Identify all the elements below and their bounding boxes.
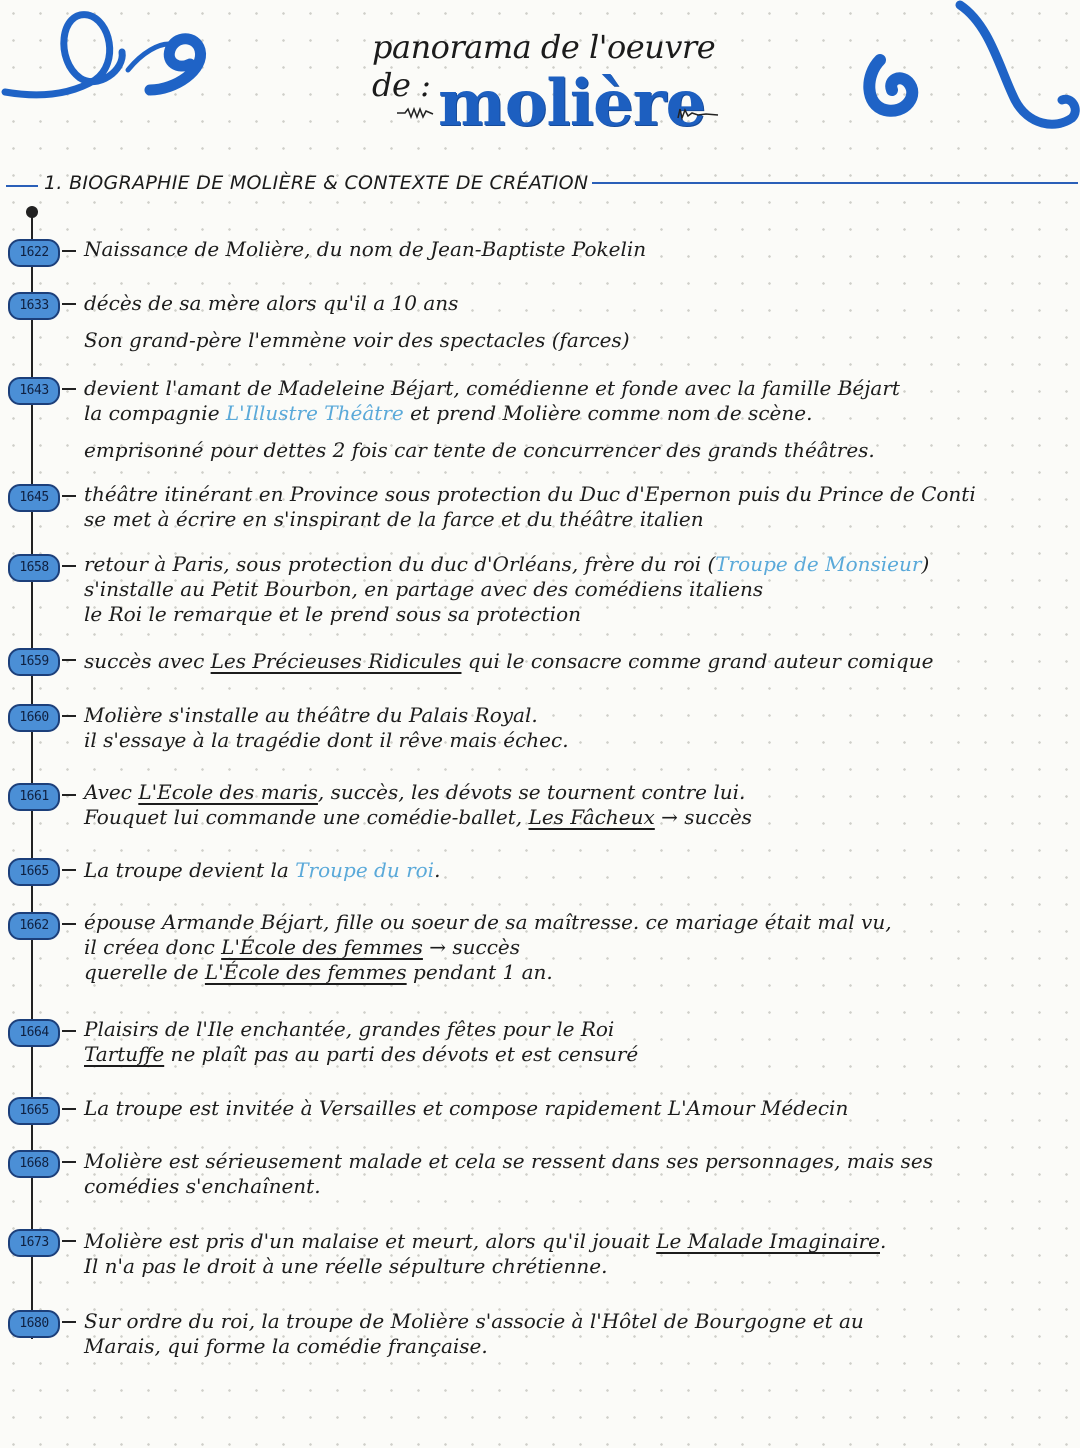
entry-text-part: Molière est pris d'un malaise et meurt, alors qu'il jouait xyxy=(84,1229,657,1253)
timeline-entry xyxy=(84,649,1044,674)
page-subtitle: panorama de l'oeuvre de : xyxy=(372,28,716,104)
timeline-entry xyxy=(84,910,1044,985)
year-badge: 1680 xyxy=(8,1310,60,1338)
work-title: Les Fâcheux xyxy=(528,805,655,829)
year-badge: 1668 xyxy=(8,1150,60,1178)
timeline-connector xyxy=(62,923,76,925)
work-title: L'École des femmes xyxy=(204,960,407,984)
entry-text-part: ne plaît pas au parti des dévots et est censuré xyxy=(164,1042,639,1066)
work-title: Les Précieuses Ridicules xyxy=(210,649,462,673)
squiggle-left-icon xyxy=(395,106,435,120)
entry-text-part: la compagnie xyxy=(84,401,226,425)
timeline-connector xyxy=(62,250,76,252)
section-rule-left xyxy=(6,185,38,187)
timeline-entry xyxy=(84,858,1044,883)
section-title: 1. BIOGRAPHIE DE MOLIÈRE & CONTEXTE DE CRÉATION xyxy=(44,172,589,194)
timeline-entry xyxy=(84,1309,1044,1359)
entry-text-part: Avec xyxy=(84,780,139,804)
entry-text: Molière s'installe au théâtre du Palais Royal. xyxy=(84,703,538,727)
timeline-entry xyxy=(84,1096,1044,1121)
timeline-connector xyxy=(62,495,76,497)
entry-text: Naissance de Molière, du nom de Jean-Baptiste Pokelin xyxy=(84,237,647,261)
entry-text xyxy=(84,1042,1044,1067)
entry-text: Marais, qui forme la comédie française. xyxy=(84,1334,488,1358)
timeline-entry xyxy=(84,552,1044,627)
entry-text-part: La troupe devient la xyxy=(84,858,296,882)
entry-text: comédies s'enchaînent. xyxy=(84,1174,321,1198)
entry-text-part: succès avec xyxy=(84,649,211,673)
entry-text xyxy=(84,780,1044,805)
work-title: L'École des femmes xyxy=(221,935,423,959)
year-badge: 1665 xyxy=(8,1097,60,1125)
year-badge: 1662 xyxy=(8,912,60,940)
timeline-connector xyxy=(62,1321,76,1323)
entry-text: Molière est sérieusement malade et cela se ressent dans ses personnages, mais ses xyxy=(84,1149,934,1173)
entry-text: théâtre itinérant en Province sous protection du Duc d'Epernon puis du Prince de Conti xyxy=(84,482,976,506)
entry-text-part: , succès, les dévots se tournent contre lui. xyxy=(317,780,746,804)
timeline-connector xyxy=(62,794,76,796)
troupe-name: L'Illustre Théâtre xyxy=(225,401,404,425)
squiggle-right-icon xyxy=(676,106,720,122)
timeline-entry xyxy=(84,703,1044,753)
year-badge: 1622 xyxy=(8,239,60,267)
entry-text: le Roi le remarque et le prend sous sa protection xyxy=(84,602,582,626)
timeline-connector xyxy=(62,303,76,305)
year-badge: 1673 xyxy=(8,1229,60,1257)
entry-text xyxy=(84,805,1044,830)
work-title: Tartuffe xyxy=(84,1042,165,1066)
timeline-connector xyxy=(62,869,76,871)
timeline-entry xyxy=(84,1229,1044,1279)
entry-text: Sur ordre du roi, la troupe de Molière s'associe à l'Hôtel de Bourgogne et au xyxy=(84,1309,864,1333)
section-rule-right xyxy=(592,182,1078,184)
year-badge: 1645 xyxy=(8,484,60,512)
entry-text: La troupe est invitée à Versailles et compose rapidement L'Amour Médecin xyxy=(84,1096,849,1120)
entry-text: il s'essaye à la tragédie dont il rêve mais échec. xyxy=(84,728,569,752)
entry-text: devient l'amant de Madeleine Béjart, comédienne et fonde avec la famille Béjart xyxy=(84,376,900,400)
timeline-entry xyxy=(84,376,1044,463)
entry-text xyxy=(84,552,1044,577)
entry-text xyxy=(84,858,1044,883)
entry-text-part: ) xyxy=(921,552,930,576)
entry-text-part: querelle de xyxy=(84,960,205,984)
entry-text-part: il créea donc xyxy=(84,935,222,959)
year-badge: 1664 xyxy=(8,1019,60,1047)
entry-text-part: Fouquet lui commande une comédie-ballet, xyxy=(84,805,529,829)
timeline-entry xyxy=(84,780,1044,830)
year-badge: 1661 xyxy=(8,783,60,811)
timeline-entry xyxy=(84,482,1044,532)
page-title: molière xyxy=(438,66,706,141)
entry-text-part: . xyxy=(879,1229,887,1253)
timeline-entry xyxy=(84,1149,1044,1199)
entry-text: épouse Armande Béjart, fille ou soeur de sa maîtresse. ce mariage était mal vu, xyxy=(84,910,892,934)
troupe-name: Troupe du roi xyxy=(295,858,435,882)
entry-text: emprisonné pour dettes 2 fois car tente de concurrencer des grands théâtres. xyxy=(84,438,875,462)
entry-text-part: → succès xyxy=(422,935,521,959)
timeline-connector xyxy=(62,388,76,390)
year-badge: 1659 xyxy=(8,648,60,676)
swirl-decoration-left-icon xyxy=(0,0,230,120)
entry-text xyxy=(84,1229,1044,1254)
troupe-name: Troupe de Monsieur xyxy=(715,552,922,576)
year-badge: 1665 xyxy=(8,858,60,886)
entry-text xyxy=(84,935,1044,960)
entry-text-part: et prend Molière comme nom de scène. xyxy=(403,401,813,425)
timeline-connector xyxy=(62,715,76,717)
year-badge: 1660 xyxy=(8,704,60,732)
timeline-entry xyxy=(84,291,1044,353)
entry-text xyxy=(84,649,1044,674)
swirl-decoration-right-icon xyxy=(840,0,1080,140)
entry-text-part: → succès xyxy=(654,805,752,829)
timeline-connector xyxy=(62,659,76,661)
timeline-entry xyxy=(84,1017,1044,1067)
entry-text-part: retour à Paris, sous protection du duc d'Orléans, frère du roi ( xyxy=(84,552,716,576)
entry-text-part: qui le consacre comme grand auteur comique xyxy=(461,649,934,673)
entry-text: se met à écrire en s'inspirant de la farce et du théâtre italien xyxy=(84,507,704,531)
work-title: L'Ecole des maris xyxy=(138,780,318,804)
timeline-connector xyxy=(62,1030,76,1032)
entry-text: s'installe au Petit Bourbon, en partage avec des comédiens italiens xyxy=(84,577,764,601)
work-title: Le Malade Imaginaire xyxy=(656,1229,880,1253)
year-badge: 1633 xyxy=(8,292,60,320)
entry-text xyxy=(84,401,1044,426)
timeline-connector xyxy=(62,1161,76,1163)
entry-text: Son grand-père l'emmène voir des spectacles (farces) xyxy=(84,328,630,352)
entry-text: décès de sa mère alors qu'il a 10 ans xyxy=(84,291,459,315)
entry-text xyxy=(84,960,1044,985)
timeline-connector xyxy=(62,1240,76,1242)
entry-text-part: . xyxy=(434,858,441,882)
timeline-connector xyxy=(62,1108,76,1110)
timeline-connector xyxy=(62,565,76,567)
entry-text-part: pendant 1 an. xyxy=(406,960,553,984)
timeline-entry xyxy=(84,237,1044,262)
entry-text: Il n'a pas le droit à une réelle sépulture chrétienne. xyxy=(84,1254,608,1278)
year-badge: 1658 xyxy=(8,554,60,582)
year-badge: 1643 xyxy=(8,377,60,405)
entry-text: Plaisirs de l'Ile enchantée, grandes fêtes pour le Roi xyxy=(84,1017,615,1041)
